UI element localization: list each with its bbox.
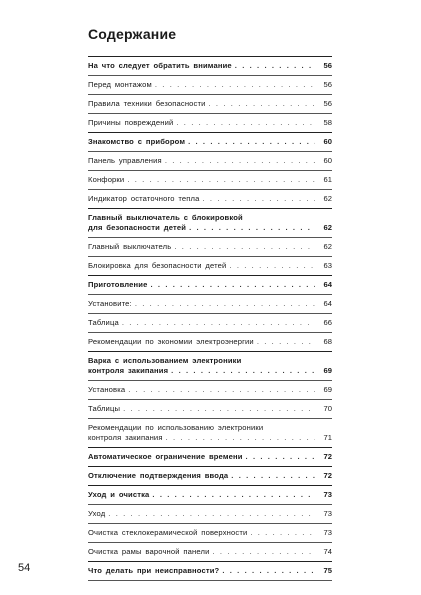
toc-entry[interactable] [88, 504, 332, 523]
toc-entry[interactable] [88, 237, 332, 256]
toc-entry[interactable] [88, 189, 332, 208]
toc-entry[interactable] [88, 523, 332, 542]
dot-leader [174, 242, 315, 252]
toc-entry[interactable] [88, 113, 332, 132]
toc-entry-page: 62 [323, 194, 332, 203]
dot-leader [202, 194, 315, 204]
toc-entry[interactable] [88, 561, 332, 580]
dot-leader [231, 471, 315, 481]
toc-entry-page: 69 [323, 385, 332, 394]
toc-entry[interactable] [88, 447, 332, 466]
dot-leader [257, 337, 315, 347]
toc-entry-page: 68 [323, 337, 332, 346]
toc-entry[interactable] [88, 275, 332, 294]
toc-entry-title: Панель управления [88, 156, 162, 165]
toc-entry-title: Отключение подтверждения ввода [88, 471, 229, 480]
dot-leader [188, 137, 315, 147]
toc-entry[interactable] [88, 399, 332, 418]
toc-entry-title: Очистка рамы варочной панели [88, 547, 210, 556]
toc-entry[interactable] [88, 485, 332, 504]
toc-entry[interactable] [88, 542, 332, 561]
toc-entry-title: На что следует обратить внимание [88, 61, 232, 70]
toc-entry[interactable] [88, 313, 332, 332]
dot-leader [209, 99, 315, 109]
toc-entry[interactable] [88, 294, 332, 313]
toc-entry-title: для безопасности детей [88, 223, 187, 232]
toc-entry-page: 70 [323, 404, 332, 413]
toc-entry-title: Конфорки [88, 175, 125, 184]
dot-leader [166, 433, 315, 443]
page-number: 54 [18, 562, 31, 574]
dot-leader [165, 156, 315, 166]
toc-entry[interactable] [88, 418, 332, 447]
toc-bottom-rule [88, 580, 332, 581]
toc-entry-page: 56 [323, 61, 332, 70]
toc-entry[interactable] [88, 56, 332, 75]
dot-leader [176, 118, 315, 128]
dot-leader [229, 261, 315, 271]
toc-entry[interactable] [88, 170, 332, 189]
toc-entry-title: Рекомендации по экономии электроэнергии [88, 337, 254, 346]
toc-entry[interactable] [88, 256, 332, 275]
toc-entry-title: контроля закипания [88, 433, 163, 442]
toc-entry-title: Причины повреждений [88, 118, 174, 127]
table-of-contents [88, 56, 332, 581]
dot-leader [128, 385, 315, 395]
toc-entry-title-line1: Варка с использованием электроники [88, 356, 242, 365]
dot-leader [108, 509, 315, 519]
toc-entry-page: 69 [323, 366, 332, 375]
dot-leader [127, 175, 315, 185]
toc-entry-title-line1: Рекомендации по использованию электроники [88, 423, 264, 432]
toc-entry-page: 64 [323, 280, 332, 289]
dot-leader [135, 299, 315, 309]
toc-entry-page: 60 [323, 137, 332, 146]
toc-entry-title: Уход [88, 509, 106, 518]
dot-leader [123, 404, 315, 414]
dot-leader [246, 452, 315, 462]
toc-entry[interactable] [88, 351, 332, 380]
toc-entry-title: Уход и очистка [88, 490, 150, 499]
toc-entry[interactable] [88, 332, 332, 351]
toc-entry-page: 66 [323, 318, 332, 327]
toc-entry-title: контроля закипания [88, 366, 169, 375]
toc-entry[interactable] [88, 151, 332, 170]
dot-leader [150, 280, 315, 290]
dot-leader [122, 318, 315, 328]
toc-entry-title: Блокировка для безопасности детей [88, 261, 227, 270]
toc-entry-title: Таблицы [88, 404, 121, 413]
dot-leader [152, 490, 315, 500]
toc-entry-title: Автоматическое ограничение времени [88, 452, 243, 461]
toc-entry-title: Установка [88, 385, 126, 394]
toc-entry-page: 73 [323, 490, 332, 499]
toc-entry-title: Правила техники безопасности [88, 99, 206, 108]
toc-entry-title: Таблица [88, 318, 119, 327]
dot-leader [222, 566, 315, 576]
toc-entry-title: Индикатор остаточного тепла [88, 194, 200, 203]
toc-entry[interactable] [88, 75, 332, 94]
dot-leader [171, 366, 315, 376]
toc-entry-page: 63 [323, 261, 332, 270]
toc-entry[interactable] [88, 132, 332, 151]
dot-leader [155, 80, 315, 90]
toc-entry-title: Знакомство с прибором [88, 137, 186, 146]
toc-entry-page: 56 [323, 99, 332, 108]
toc-entry-title-line1: Главный выключатель с блокировкой [88, 213, 243, 222]
toc-entry-page: 56 [323, 80, 332, 89]
toc-entry-page: 58 [323, 118, 332, 127]
toc-entry[interactable] [88, 94, 332, 113]
toc-entry-title: Приготовление [88, 280, 148, 289]
dot-leader [250, 528, 315, 538]
dot-leader [189, 223, 315, 233]
toc-entry-page: 73 [323, 528, 332, 537]
toc-entry-page: 64 [323, 299, 332, 308]
toc-entry-title: Перед монтажом [88, 80, 152, 89]
toc-entry-page: 62 [323, 223, 332, 232]
page-title: Содержание [88, 26, 177, 42]
dot-leader [235, 61, 315, 71]
toc-entry-title: Главный выключатель [88, 242, 172, 251]
toc-entry-page: 62 [323, 242, 332, 251]
toc-entry-page: 61 [323, 175, 332, 184]
toc-entry-page: 60 [323, 156, 332, 165]
toc-entry-page: 72 [323, 452, 332, 461]
toc-entry-title: Установите: [88, 299, 132, 308]
toc-entry-page: 73 [323, 509, 332, 518]
toc-entry-page: 75 [323, 566, 332, 575]
toc-entry-title: Очистка стеклокерамической поверхности [88, 528, 248, 537]
toc-entry-page: 74 [323, 547, 332, 556]
toc-entry[interactable] [88, 466, 332, 485]
toc-entry[interactable] [88, 208, 332, 237]
dot-leader [213, 547, 316, 557]
toc-entry-page: 72 [323, 471, 332, 480]
toc-entry[interactable] [88, 380, 332, 399]
toc-entry-title: Что делать при неисправности? [88, 566, 220, 575]
toc-entry-page: 71 [323, 433, 332, 442]
